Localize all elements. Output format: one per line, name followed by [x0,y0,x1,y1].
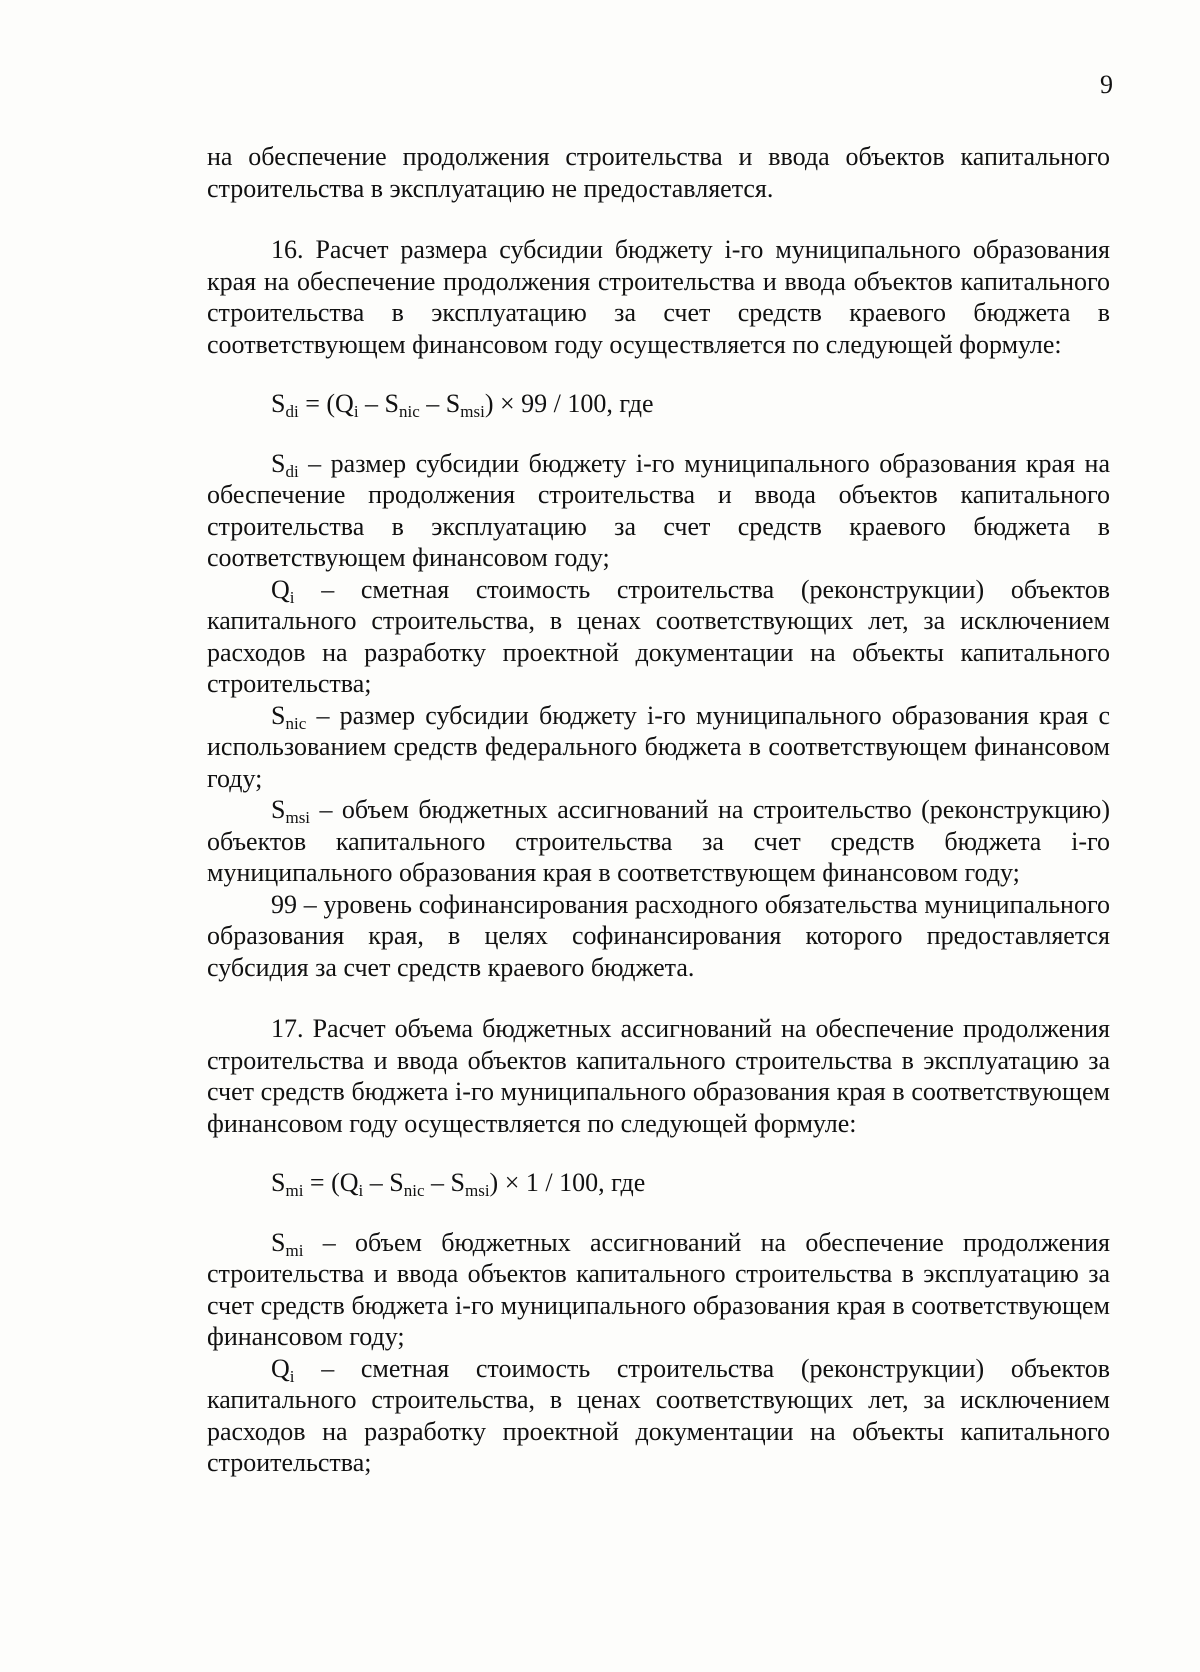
definition-q-i: $Q_i$ – сметная стоимость строительства (реконструкции) объектов капитального строительства, в ценах соответствующих лет, за исключением расходов на разработку проектной документации на объекты капитального строительства; [207,574,1110,698]
formula-s-mi: $S_{mi} = (Q_i - S_{nic} - S_{msi}) \times 1 / 100$, где [271,1168,646,1200]
formula-s-di: $S_{di} = (Q_i - S_{nic} - S_{msi}) \times 99 / 100$, где [271,389,654,421]
definition-s-mi: $S_{mi}$ – объем бюджетных ассигнований на обеспечение продолжения строительства и ввода объектов капитального строительства в эксплуатацию за счет средств бюджета i-го муниципального образования края в соответствующем финансовом году; [207,1227,1110,1351]
definition-99: 99 – уровень софинансирования расходного обязательства муниципального образования края, в целях софинансирования которого предоставляется субсидия за счет средств краевого бюджета. [207,889,1110,982]
intro-paragraph: на обеспечение продолжения строительства и ввода объектов капитального строительства в эксплуатацию не предоставляется. [207,142,1110,203]
section-17-paragraph: 17. Расчет объема бюджетных ассигнований на обеспечение продолжения строительства и ввода объектов капитального строительства в эксплуатацию за счет средств бюджета i-го муниципального образования края в соответствующем финансовом году осуществляется по следующей формуле: [207,1014,1110,1138]
definition-s-nic: $S_{nic}$ – размер субсидии бюджету i-го муниципального образования края с использованием средств федерального бюджета в соответствующем финансовом году; [207,700,1110,793]
page-number: 9 [1100,70,1113,99]
document-body [207,141,1110,1479]
section-16-paragraph: 16. Расчет размера субсидии бюджету i-го муниципального образования края на обеспечение продолжения строительства и ввода объектов капитального строительства в эксплуатацию за счет средств краевого бюджета в соответствующем финансовом году осуществляется по следующей формуле: [207,235,1110,359]
definition-s-di: $S_{di}$ – размер субсидии бюджету i-го муниципального образования края на обеспечение продолжения строительства и ввода объектов капитального строительства в эксплуатацию за счет средств краевого бюджета в соответствующем финансовом году; [207,448,1110,572]
definition-s-msi: $S_{msi}$ – объем бюджетных ассигнований на строительство (реконструкцию) объектов капитального строительства за счет средств бюджета i-го муниципального образования края в соответствующем финансовом году; [207,795,1110,887]
definition-q-i-2: $Q_i$ – сметная стоимость строительства (реконструкции) объектов капитального строительства, в ценах соответствующих лет, за исключением расходов на разработку проектной документации на объекты капитального строительства; [207,1353,1110,1477]
